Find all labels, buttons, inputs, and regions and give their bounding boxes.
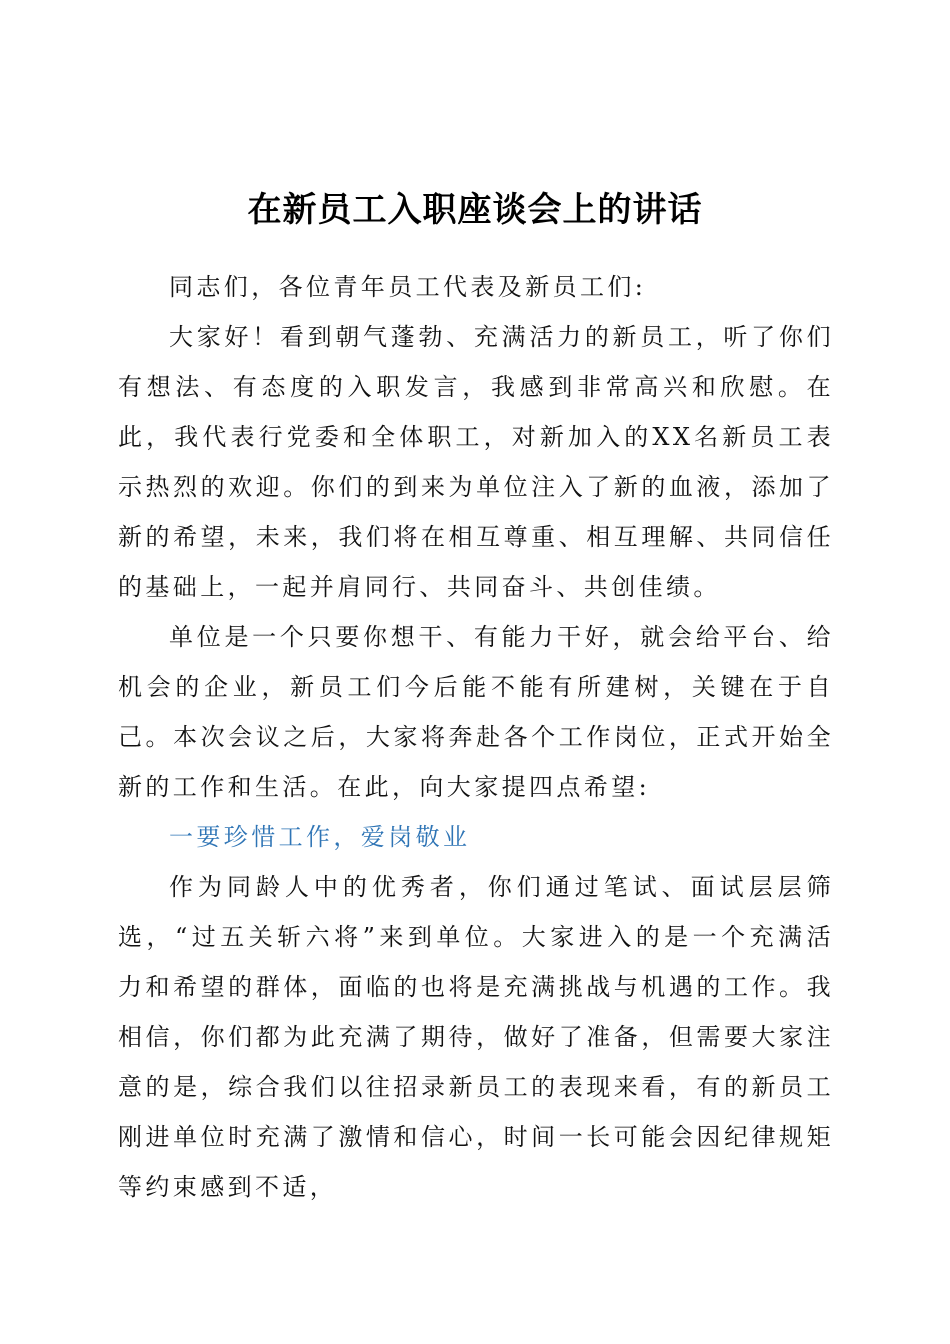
document-body (118, 262, 834, 1212)
salutation-paragraph: 同志们，各位青年员工代表及新员工们: (169, 273, 647, 301)
document-title: 在新员工入职座谈会上的讲话 (247, 190, 703, 230)
section-heading-1: 一要珍惜工作，爱岗敬业 (169, 823, 471, 851)
intro-paragraph: 单位是一个只要你想干、有能力干好，就会给平台、给机会的企业，新员工们今后能不能有所建树，关键在于自己。本次会议之后，大家将奔赴各个工作岗位，正式开始全新的工作和生活。在此，向大家提四点希望: (118, 623, 834, 801)
section-1-paragraph: 作为同龄人中的优秀者，你们通过笔试、面试层层筛选，“过五关斩六将”来到单位。大家进入的是一个充满活力和希望的群体，面临的也将是充满挑战与机遇的工作。我相信，你们都为此充满了期待，做好了准备，但需要大家注意的是，综合我们以往招录新员工的表现来看，有的新员工刚进单位时充满了激情和信心，时间一长可能会因纪律规矩等约束感到不适， (118, 873, 834, 1201)
greeting-paragraph: 大家好！看到朝气蓬勃、充满活力的新员工，听了你们有想法、有态度的入职发言，我感到非常高兴和欣慰。在此，我代表行党委和全体职工，对新加入的XX名新员工表示热烈的欢迎。你们的到来为单位注入了新的血液，添加了新的希望，未来，我们将在相互尊重、相互理解、共同信任的基础上，一起并肩同行、共同奋斗、共创佳绩。 (118, 323, 834, 601)
